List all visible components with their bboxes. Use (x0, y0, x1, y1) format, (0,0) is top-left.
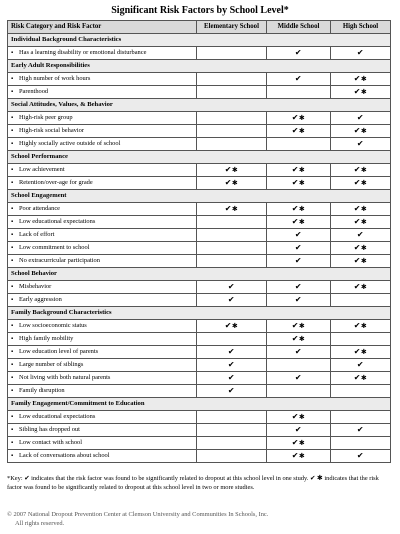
star-icon: ✱ (360, 88, 368, 96)
risk-factor-cell (8, 112, 197, 125)
header-high: High School (331, 21, 391, 34)
check-icon: ✔ (353, 373, 361, 382)
bullet-icon: ▪ (11, 388, 14, 394)
category-row (8, 398, 391, 411)
elementary-school-mark (197, 203, 267, 216)
middle-school-mark (267, 125, 331, 138)
risk-factor-label: Retention/over-age for grade (19, 179, 93, 186)
check-icon: ✔ (227, 282, 236, 291)
check-icon: ✔ (291, 165, 299, 174)
risk-factor-cell (8, 229, 197, 242)
high-school-mark (331, 47, 391, 60)
risk-factor-label: Poor attendance (19, 205, 60, 212)
star-icon: ✱ (360, 348, 368, 356)
risk-factor-cell (8, 216, 197, 229)
risk-factor-label: Low achievement (19, 166, 65, 173)
table-header-row (8, 21, 391, 34)
risk-factor-cell (8, 424, 197, 437)
middle-school-mark (267, 242, 331, 255)
check-icon: ✔ (294, 48, 303, 57)
middle-school-mark (267, 138, 331, 151)
star-icon: ✱ (298, 335, 306, 343)
star-icon: ✱ (360, 205, 368, 213)
star-icon: ✱ (316, 474, 323, 482)
star-icon: ✱ (360, 257, 368, 265)
check-icon: ✔ (353, 347, 361, 356)
table-row (8, 216, 391, 229)
risk-factor-cell (8, 411, 197, 424)
risk-factor-label: No extracurricular participation (19, 257, 100, 264)
check-icon: ✔ (309, 475, 316, 482)
check-icon: ✔ (24, 475, 30, 482)
check-icon: ✔ (227, 347, 236, 356)
elementary-school-mark (197, 229, 267, 242)
check-icon: ✔ (291, 178, 299, 187)
check-icon: ✔ (356, 113, 365, 122)
table-row (8, 437, 391, 450)
key-both-text: indicates that the risk factor was found to be significantly related to dropout at this school level in two or more studies. (7, 475, 379, 491)
table-row (8, 372, 391, 385)
risk-factor-label: Low educational expectations (19, 218, 96, 225)
star-icon: ✱ (360, 244, 368, 252)
star-icon: ✱ (298, 322, 306, 330)
star-icon: ✱ (360, 322, 368, 330)
middle-school-mark (267, 216, 331, 229)
risk-factor-cell (8, 450, 197, 463)
middle-school-mark (267, 320, 331, 333)
check-icon: ✔ (356, 48, 365, 57)
check-icon: ✔ (353, 165, 361, 174)
elementary-school-mark (197, 333, 267, 346)
table-row (8, 320, 391, 333)
bullet-icon: ▪ (11, 141, 14, 147)
risk-factor-cell (8, 164, 197, 177)
middle-school-mark (267, 346, 331, 359)
elementary-school-mark (197, 346, 267, 359)
elementary-school-mark (197, 294, 267, 307)
risk-factor-cell (8, 385, 197, 398)
high-school-mark (331, 294, 391, 307)
risk-factor-label: Low commitment to school (19, 244, 90, 251)
check-icon: ✔ (294, 295, 303, 304)
elementary-school-mark (197, 216, 267, 229)
risk-factor-label: Low education level of parents (19, 348, 99, 355)
high-school-mark (331, 320, 391, 333)
risk-factor-cell (8, 73, 197, 86)
star-icon: ✱ (298, 452, 306, 460)
bullet-icon: ▪ (11, 453, 14, 459)
risk-factor-label: Not living with both natural parents (19, 374, 111, 381)
risk-factor-label: High family mobility (19, 335, 74, 342)
check-icon: ✔ (353, 243, 361, 252)
elementary-school-mark (197, 320, 267, 333)
check-icon: ✔ (227, 373, 236, 382)
bullet-icon: ▪ (11, 284, 14, 290)
risk-factor-cell (8, 333, 197, 346)
star-icon: ✱ (298, 205, 306, 213)
table-row (8, 177, 391, 190)
copyright-line-2: All rights reserved. (15, 519, 65, 527)
risk-factor-cell (8, 177, 197, 190)
risk-factor-cell (8, 255, 197, 268)
middle-school-mark (267, 164, 331, 177)
high-school-mark (331, 411, 391, 424)
table-row (8, 333, 391, 346)
risk-factor-table (7, 20, 391, 463)
check-icon: ✔ (353, 74, 361, 83)
check-icon: ✔ (294, 373, 303, 382)
star-icon: ✱ (360, 374, 368, 382)
high-school-mark (331, 242, 391, 255)
high-school-mark (331, 177, 391, 190)
middle-school-mark (267, 73, 331, 86)
star-icon: ✱ (231, 322, 239, 330)
table-row (8, 385, 391, 398)
table-row (8, 112, 391, 125)
risk-factor-label: Family disruption (19, 387, 65, 394)
risk-factor-label: Large number of siblings (19, 361, 84, 368)
elementary-school-mark (197, 372, 267, 385)
check-icon: ✔ (294, 347, 303, 356)
risk-factor-cell (8, 125, 197, 138)
star-icon: ✱ (298, 413, 306, 421)
check-icon: ✔ (356, 139, 365, 148)
category-name: School Engagement (8, 190, 391, 203)
middle-school-mark (267, 450, 331, 463)
risk-factor-cell (8, 138, 197, 151)
check-icon: ✔ (227, 360, 236, 369)
table-row (8, 346, 391, 359)
elementary-school-mark (197, 177, 267, 190)
check-icon: ✔ (356, 451, 365, 460)
middle-school-mark (267, 333, 331, 346)
high-school-mark (331, 424, 391, 437)
risk-factor-cell (8, 346, 197, 359)
middle-school-mark (267, 281, 331, 294)
bullet-icon: ▪ (11, 89, 14, 95)
star-icon: ✱ (298, 218, 306, 226)
risk-factor-cell (8, 203, 197, 216)
key-prefix: *Key: (7, 475, 25, 482)
bullet-icon: ▪ (11, 115, 14, 121)
check-icon: ✔ (291, 217, 299, 226)
bullet-icon: ▪ (11, 180, 14, 186)
table-row (8, 125, 391, 138)
check-icon: ✔ (294, 256, 303, 265)
check-icon: ✔ (291, 126, 299, 135)
high-school-mark (331, 203, 391, 216)
middle-school-mark (267, 411, 331, 424)
table-row (8, 294, 391, 307)
bullet-icon: ▪ (11, 414, 14, 420)
risk-factor-cell (8, 320, 197, 333)
elementary-school-mark (197, 411, 267, 424)
check-icon: ✔ (353, 321, 361, 330)
check-icon: ✔ (294, 282, 303, 291)
high-school-mark (331, 255, 391, 268)
elementary-school-mark (197, 424, 267, 437)
table-row (8, 138, 391, 151)
elementary-school-mark (197, 138, 267, 151)
check-icon: ✔ (356, 425, 365, 434)
table-body (8, 34, 391, 463)
check-icon: ✔ (353, 126, 361, 135)
table-row (8, 164, 391, 177)
bullet-icon: ▪ (11, 245, 14, 251)
middle-school-mark (267, 424, 331, 437)
risk-factor-label: Early aggression (19, 296, 62, 303)
check-icon: ✔ (353, 87, 361, 96)
check-icon: ✔ (224, 204, 232, 213)
category-row (8, 99, 391, 112)
check-icon: ✔ (353, 178, 361, 187)
star-icon: ✱ (360, 166, 368, 174)
check-icon: ✔ (291, 334, 299, 343)
bullet-icon: ▪ (11, 232, 14, 238)
copyright (7, 511, 393, 528)
category-name: School Performance (8, 151, 391, 164)
category-name: Family Engagement/Commitment to Education (8, 398, 391, 411)
bullet-icon: ▪ (11, 206, 14, 212)
category-row (8, 190, 391, 203)
category-name: Social Attitudes, Values, & Behavior (8, 99, 391, 112)
high-school-mark (331, 164, 391, 177)
high-school-mark (331, 359, 391, 372)
bullet-icon: ▪ (11, 362, 14, 368)
check-icon: ✔ (224, 321, 232, 330)
bullet-icon: ▪ (11, 76, 14, 82)
star-icon: ✱ (360, 179, 368, 187)
table-row (8, 450, 391, 463)
star-icon: ✱ (298, 166, 306, 174)
high-school-mark (331, 372, 391, 385)
star-icon: ✱ (298, 439, 306, 447)
middle-school-mark (267, 203, 331, 216)
check-icon: ✔ (353, 204, 361, 213)
check-icon: ✔ (294, 230, 303, 239)
header-middle: Middle School (267, 21, 331, 34)
table-row (8, 73, 391, 86)
table-row (8, 281, 391, 294)
category-row (8, 34, 391, 47)
check-icon: ✔ (224, 165, 232, 174)
table-row (8, 203, 391, 216)
table-row (8, 86, 391, 99)
elementary-school-mark (197, 73, 267, 86)
risk-factor-label: High-risk peer group (19, 114, 73, 121)
check-icon: ✔ (291, 412, 299, 421)
page-title: Significant Risk Factors by School Level* (111, 5, 289, 16)
high-school-mark (331, 385, 391, 398)
high-school-mark (331, 216, 391, 229)
check-icon: ✔ (353, 282, 361, 291)
elementary-school-mark (197, 450, 267, 463)
header-elementary: Elementary School (197, 21, 267, 34)
middle-school-mark (267, 229, 331, 242)
table-row (8, 255, 391, 268)
risk-factor-cell (8, 294, 197, 307)
high-school-mark (331, 73, 391, 86)
star-icon: ✱ (231, 166, 239, 174)
bullet-icon: ▪ (11, 219, 14, 225)
star-icon: ✱ (231, 179, 239, 187)
key-check-text: indicates that the risk factor was found to be significantly related to dropout at this school level in one study. (29, 475, 310, 482)
category-row (8, 60, 391, 73)
check-icon: ✔ (294, 425, 303, 434)
check-icon: ✔ (353, 256, 361, 265)
star-icon: ✱ (231, 205, 239, 213)
elementary-school-mark (197, 112, 267, 125)
copyright-line-1: © 2007 National Dropout Prevention Center at Clemson University and Communities In Schools, Inc. (7, 511, 269, 518)
check-icon: ✔ (291, 204, 299, 213)
risk-factor-label: Misbehavior (19, 283, 52, 290)
risk-factor-label: High-risk social behavior (19, 127, 84, 134)
middle-school-mark (267, 437, 331, 450)
check-icon: ✔ (227, 386, 236, 395)
middle-school-mark (267, 294, 331, 307)
high-school-mark (331, 138, 391, 151)
risk-factor-label: Low socioeconomic status (19, 322, 87, 329)
category-row (8, 151, 391, 164)
bullet-icon: ▪ (11, 375, 14, 381)
bullet-icon: ▪ (11, 427, 14, 433)
table-row (8, 229, 391, 242)
high-school-mark (331, 450, 391, 463)
category-row (8, 307, 391, 320)
risk-factor-cell (8, 47, 197, 60)
risk-factor-label: Highly socially active outside of school (19, 140, 121, 147)
risk-factor-label: Low contact with school (19, 439, 83, 446)
high-school-mark (331, 125, 391, 138)
table-row (8, 47, 391, 60)
middle-school-mark (267, 47, 331, 60)
elementary-school-mark (197, 125, 267, 138)
check-icon: ✔ (224, 178, 232, 187)
star-icon: ✱ (360, 75, 368, 83)
check-icon: ✔ (353, 217, 361, 226)
risk-factor-cell (8, 359, 197, 372)
risk-factor-label: Parenthood (19, 88, 49, 95)
middle-school-mark (267, 372, 331, 385)
high-school-mark (331, 229, 391, 242)
star-icon: ✱ (298, 179, 306, 187)
bullet-icon: ▪ (11, 50, 14, 56)
middle-school-mark (267, 359, 331, 372)
elementary-school-mark (197, 437, 267, 450)
bullet-icon: ▪ (11, 167, 14, 173)
key-note (7, 474, 393, 492)
elementary-school-mark (197, 47, 267, 60)
check-icon: ✔ (291, 113, 299, 122)
star-icon: ✱ (298, 114, 306, 122)
category-name: Early Adult Responsibilities (8, 60, 391, 73)
table-row (8, 411, 391, 424)
risk-factor-cell (8, 242, 197, 255)
high-school-mark (331, 112, 391, 125)
bullet-icon: ▪ (11, 258, 14, 264)
middle-school-mark (267, 177, 331, 190)
risk-factor-label: Has a learning disability or emotional disturbance (19, 49, 147, 56)
elementary-school-mark (197, 164, 267, 177)
category-name: Individual Background Characteristics (8, 34, 391, 47)
star-icon: ✱ (298, 127, 306, 135)
table-row (8, 424, 391, 437)
bullet-icon: ▪ (11, 336, 14, 342)
middle-school-mark (267, 112, 331, 125)
high-school-mark (331, 333, 391, 346)
bullet-icon: ▪ (11, 323, 14, 329)
high-school-mark (331, 346, 391, 359)
elementary-school-mark (197, 281, 267, 294)
elementary-school-mark (197, 385, 267, 398)
middle-school-mark (267, 86, 331, 99)
check-icon: ✔ (356, 360, 365, 369)
check-icon: ✔ (294, 243, 303, 252)
risk-factor-label: Low educational expectations (19, 413, 96, 420)
risk-factor-cell (8, 86, 197, 99)
bullet-icon: ▪ (11, 349, 14, 355)
check-icon: ✔ (291, 321, 299, 330)
middle-school-mark (267, 385, 331, 398)
elementary-school-mark (197, 242, 267, 255)
middle-school-mark (267, 255, 331, 268)
check-icon: ✔ (356, 230, 365, 239)
high-school-mark (331, 437, 391, 450)
table-row (8, 359, 391, 372)
elementary-school-mark (197, 86, 267, 99)
star-icon: ✱ (360, 127, 368, 135)
check-icon: ✔ (291, 451, 299, 460)
check-icon: ✔ (294, 74, 303, 83)
header-category: Risk Category and Risk Factor (8, 21, 197, 34)
check-icon: ✔ (227, 295, 236, 304)
bullet-icon: ▪ (11, 128, 14, 134)
elementary-school-mark (197, 359, 267, 372)
risk-factor-label: Lack of effort (19, 231, 55, 238)
high-school-mark (331, 281, 391, 294)
bullet-icon: ▪ (11, 297, 14, 303)
risk-factor-cell (8, 281, 197, 294)
risk-factor-cell (8, 437, 197, 450)
category-row (8, 268, 391, 281)
category-name: Family Background Characteristics (8, 307, 391, 320)
table-row (8, 242, 391, 255)
star-icon: ✱ (360, 283, 368, 291)
high-school-mark (331, 86, 391, 99)
risk-factor-cell (8, 372, 197, 385)
risk-factor-label: High number of work hours (19, 75, 91, 82)
risk-factor-label: Lack of conversations about school (19, 452, 110, 459)
check-icon: ✔ (291, 438, 299, 447)
star-icon: ✱ (360, 218, 368, 226)
category-name: School Behavior (8, 268, 391, 281)
elementary-school-mark (197, 255, 267, 268)
bullet-icon: ▪ (11, 440, 14, 446)
risk-factor-label: Sibling has dropped out (19, 426, 80, 433)
